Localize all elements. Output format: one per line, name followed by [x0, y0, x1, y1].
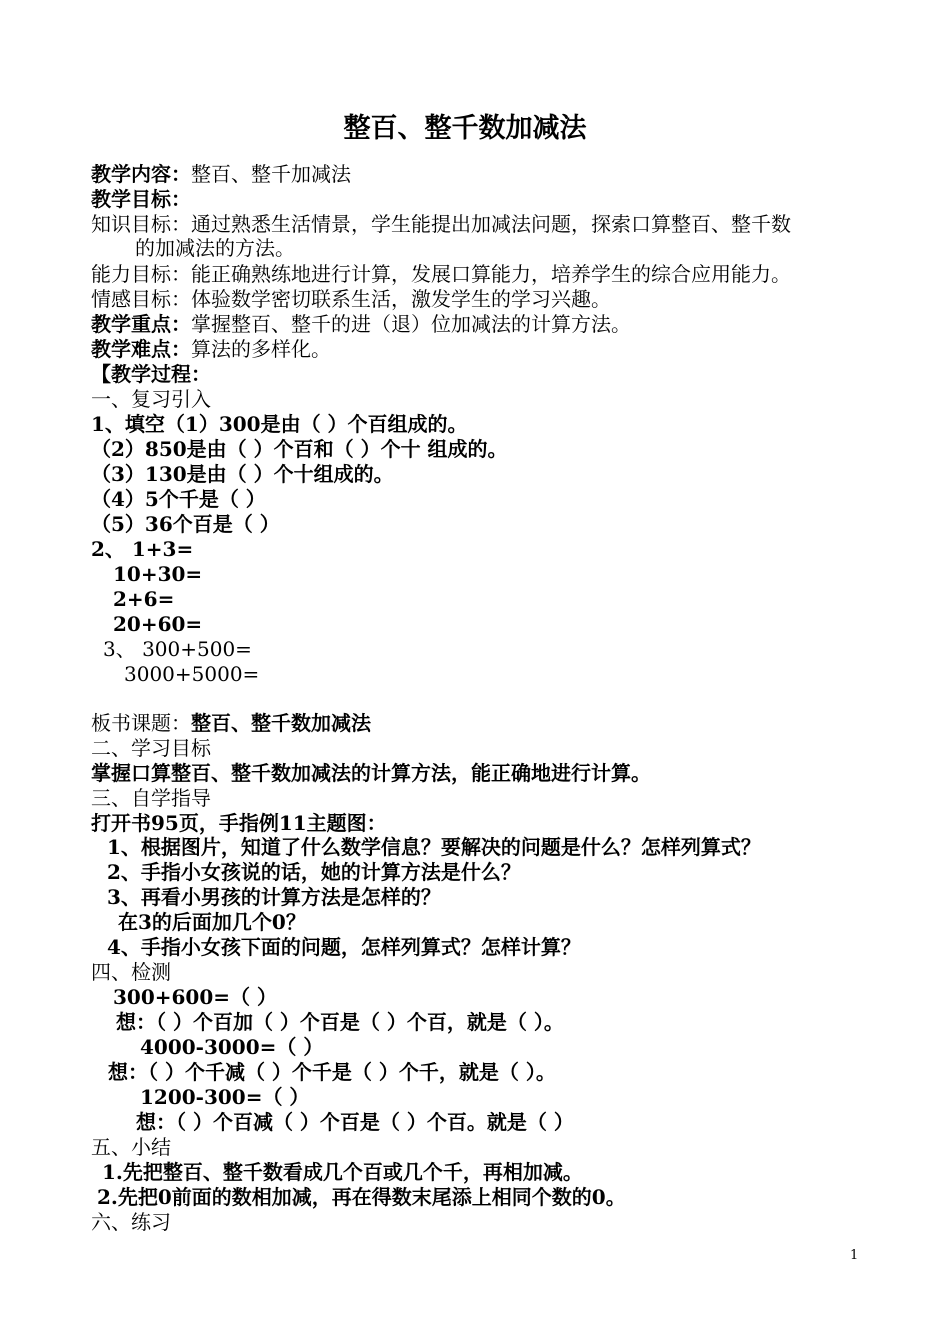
- review-q2-d: 20+60=: [113, 612, 203, 636]
- key-value: 掌握整百、整千的进（退）位加减法的计算方法。: [191, 312, 631, 336]
- content-label: 教学内容：: [91, 162, 191, 186]
- review-q1-2: （2）850是由（ ）个百和（ ）个十 组成的。: [91, 437, 508, 461]
- key-label: 教学重点：: [91, 312, 191, 336]
- section4-heading: 四、检测: [91, 960, 171, 984]
- knowledge-goal-cont: 的加减法的方法。: [135, 236, 295, 260]
- process-heading: 【教学过程：: [91, 362, 211, 386]
- section6-heading: 六、练习: [91, 1210, 171, 1234]
- exercise-3-think: 想：（ ）个百减（ ）个百是（ ）个百。就是（ ）: [136, 1110, 574, 1134]
- page-number: 1: [850, 1248, 859, 1263]
- content-value: 整百、整千加减法: [191, 162, 351, 186]
- learning-goal-text: 掌握口算整百、整千数加减法的计算方法，能正确地进行计算。: [91, 761, 651, 785]
- self-study-item-3: 3、再看小男孩的计算方法是怎样的？: [107, 885, 441, 909]
- review-q1-4: （4）5个千是（ ）: [91, 487, 266, 511]
- exercise-3: 1200-300=（ ）: [140, 1085, 310, 1109]
- emotion-goal: 情感目标：体验数学密切联系生活，激发学生的学习兴趣。: [91, 287, 611, 311]
- exercise-1: 300+600=（ ）: [113, 985, 277, 1009]
- board-label: 板书课题：: [91, 711, 191, 735]
- exercise-2-think: 想：（ ）个千减（ ）个千是（ ）个千，就是（ ）。: [108, 1060, 556, 1084]
- review-q1-3: （3）130是由（ ）个十组成的。: [91, 462, 394, 486]
- section5-heading: 五、小结: [91, 1135, 171, 1159]
- page-title: 整百、整千数加减法: [343, 113, 587, 144]
- section3-heading: 三、自学指导: [91, 786, 211, 810]
- section1-heading: 一、复习引入: [91, 387, 211, 411]
- difficult-label: 教学难点：: [91, 337, 191, 361]
- review-q1: 1、填空（1）300是由（ ）个百组成的。: [91, 412, 468, 436]
- difficult-value: 算法的多样化。: [191, 337, 331, 361]
- knowledge-goal: 知识目标：通过熟悉生活情景，学生能提出加减法问题，探索口算整百、整千数: [91, 212, 791, 236]
- difficult-point-row: [91, 337, 331, 361]
- self-study-item-4: 4、手指小女孩下面的问题，怎样列算式？怎样计算？: [107, 935, 581, 959]
- summary-2: 2.先把0前面的数相加减，再在得数末尾添上相同个数的0。: [97, 1185, 626, 1209]
- board-value: 整百、整千数加减法: [191, 711, 371, 735]
- review-q1-5: （5）36个百是（ ）: [91, 512, 280, 536]
- review-q3-a: 3、 300+500=: [103, 637, 252, 661]
- exercise-1-think: 想：（ ）个百加（ ）个百是（ ）个百，就是（ ）。: [116, 1010, 564, 1034]
- self-study-item-2: 2、手指小女孩说的话，她的计算方法是什么？: [107, 860, 521, 884]
- self-study-item-3b: 在3的后面加几个0？: [118, 910, 306, 934]
- section2-heading: 二、学习目标: [91, 736, 211, 760]
- review-q2-c: 2+6=: [113, 587, 175, 611]
- review-q3-b: 3000+5000=: [124, 662, 260, 686]
- exercise-2: 4000-3000=（ ）: [140, 1035, 324, 1059]
- goals-label: 教学目标：: [91, 187, 191, 211]
- review-q2-a: 2、 1+3=: [91, 537, 194, 561]
- summary-1: 1.先把整百、整千数看成几个百或几个千，再相加减。: [102, 1160, 583, 1184]
- content-row: [91, 162, 351, 186]
- ability-goal: 能力目标：能正确熟练地进行计算，发展口算能力，培养学生的综合应用能力。: [91, 262, 791, 286]
- self-study-item-1: 1、根据图片，知道了什么数学信息？要解决的问题是什么？怎样列算式？: [107, 835, 761, 859]
- key-point-row: [91, 312, 631, 336]
- review-q2-b: 10+30=: [113, 562, 203, 586]
- board-row: [91, 711, 371, 735]
- self-study-intro: 打开书95页，手指例11主题图：: [91, 811, 387, 835]
